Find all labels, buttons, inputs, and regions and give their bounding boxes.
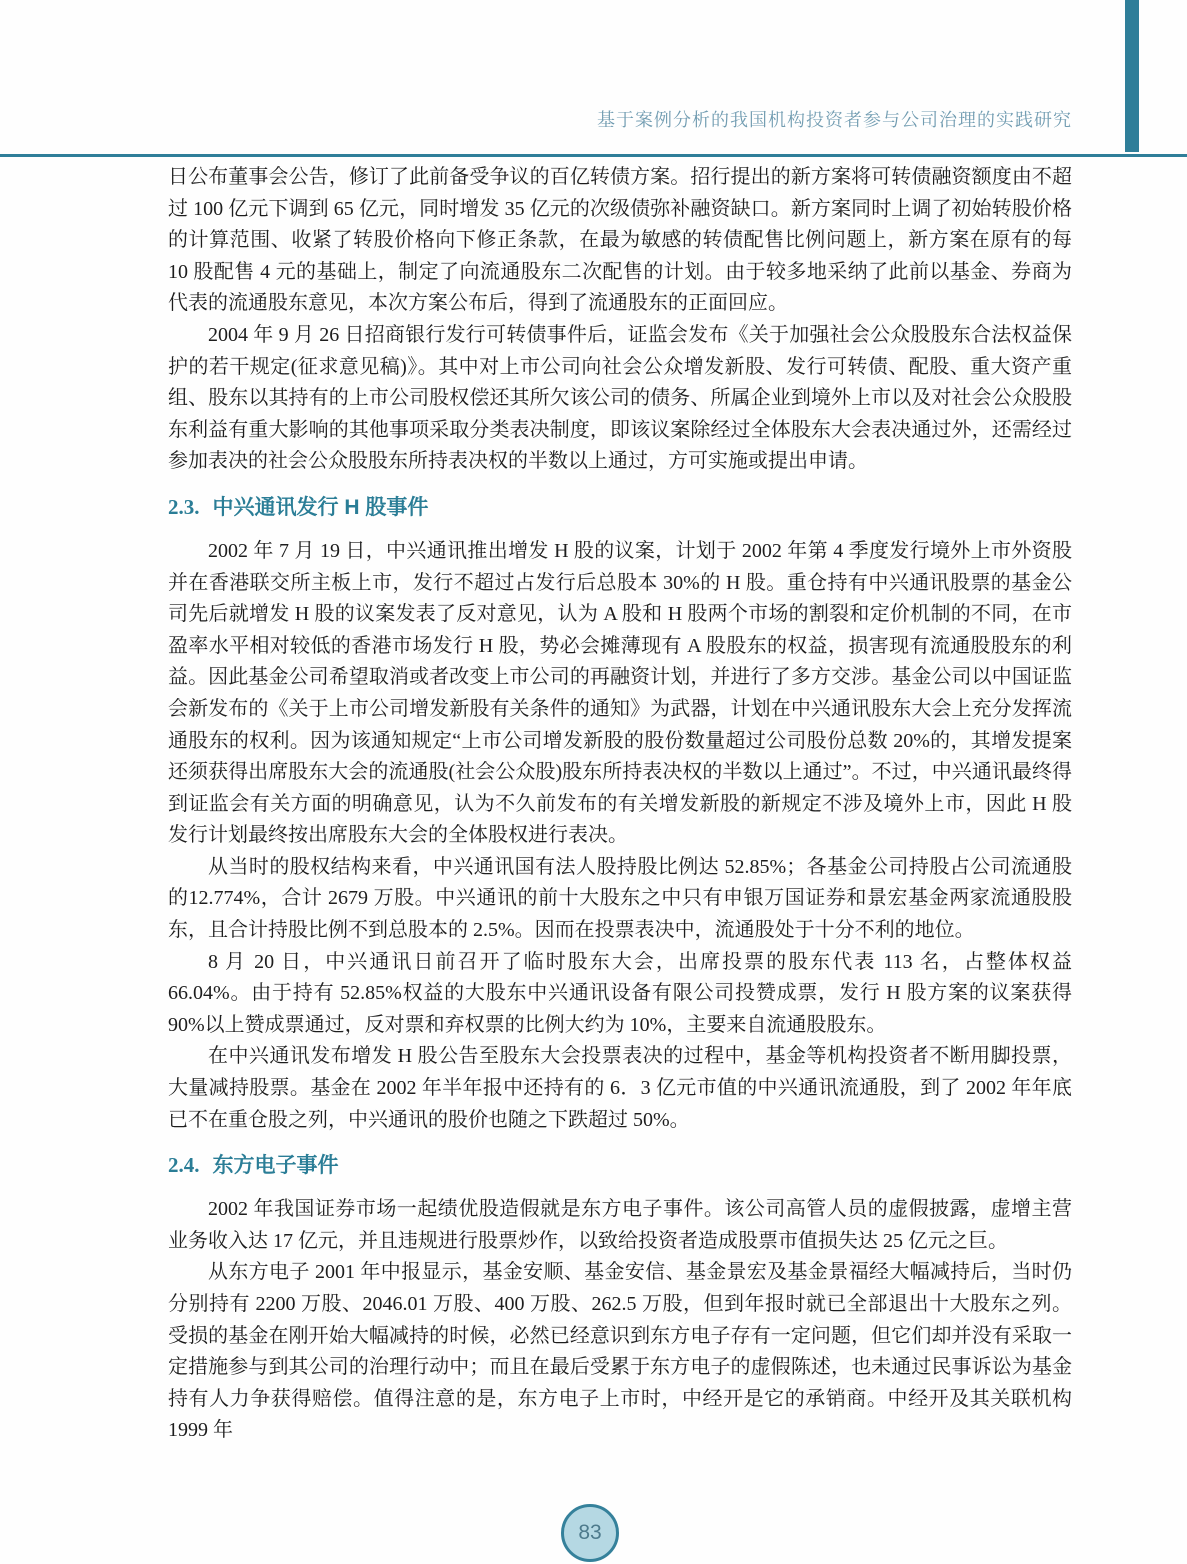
- document-body: [168, 162, 1072, 1447]
- running-title: 基于案例分析的我国机构投资者参与公司治理的实践研究: [597, 110, 1072, 130]
- section-number: 2.3.: [168, 494, 200, 519]
- header-divider-rule: [0, 154, 1187, 157]
- section-heading-2-4: [168, 1150, 1072, 1181]
- paragraph-fund-vote-with-feet: 在中兴通讯发布增发 H 股公告至股东大会投票表决的过程中，基金等机构投资者不断用脚投票，大量减持股票。基金在 2002 年半年报中还持有的 6．3 亿元市值的中兴通讯流通股，到了 2002 年年底已不在重仓股之列，中兴通讯的股价也随之下跌超过 50%。: [168, 1045, 1072, 1131]
- paragraph-dongfang-fraud: 2002 年我国证券市场一起绩优股造假就是东方电子事件。该公司高管人员的虚假披露，虚增主营业务收入达 17 亿元，并且违规进行股票炒作，以致给投资者造成股票市值损失达 25 亿元之巨。: [168, 1198, 1072, 1252]
- paragraph-dongfang-fund-holdings: 从东方电子 2001 年中报显示，基金安顺、基金安信、基金景宏及基金景福经大幅减持后，当时仍分别持有 2200 万股、2046.01 万股、400 万股、262.5 万股，但到年报时就已全部退出十大股东之列。受损的基金在刚开始大幅减持的时候，必然已经意识到东方电子存有一定问题，但它们却并没有采取一定措施参与到其公司的治理行动中；而且在最后受累于东方电子的虚假陈述，也未通过民事诉讼为基金持有人力争获得赔偿。值得注意的是，东方电子上市时，中经开是它的承销商。中经开及其关联机构 1999 年: [168, 1261, 1072, 1442]
- paragraph-zte-shareholder-meeting: 8 月 20 日，中兴通讯日前召开了临时股东大会，出席投票的股东代表 113 名，占整体权益 66.04%。由于持有 52.85%权益的大股东中兴通讯设备有限公司投赞成票，发行 H 股方案的议案获得 90%以上赞成票通过，反对票和弃权票的比例大约为 10%，主要来自流通股股东。: [168, 950, 1072, 1036]
- section-title: 东方电子事件: [212, 1154, 339, 1178]
- paragraph-csrc-regulation: 2004 年 9 月 26 日招商银行发行可转债事件后，证监会发布《关于加强社会公众股股东合法权益保护的若干规定(征求意见稿)》。其中对上市公司向社会公众增发新股、发行可转债、配股、重大资产重组、股东以其持有的上市公司股权偿还其所欠该公司的债务、所属企业到境外上市以及对社会公众股股东利益有重大影响的其他事项采取分类表决制度，即该议案除经过全体股东大会表决通过外，还需经过参加表决的社会公众股股东所持表决权的半数以上通过，方可实施或提出申请。: [168, 323, 1072, 473]
- paragraph-zte-ownership-structure: 从当时的股权结构来看，中兴通讯国有法人股持股比例达 52.85%；各基金公司持股占公司流通股的12.774%，合计 2679 万股。中兴通讯的前十大股东之中只有申银万国证券和景宏基金两家流通股股东，且合计持股比例不到总股本的 2.5%。因而在投票表决中，流通股处于十分不利的地位。: [168, 855, 1072, 942]
- section-number: 2.4.: [168, 1153, 200, 1178]
- page-number: 83: [578, 1521, 602, 1544]
- header-accent-bar: [1125, 0, 1139, 152]
- section-title: 中兴通讯发行 H 股事件: [212, 495, 429, 519]
- paragraph-convertible-bond-plan: 日公布董事会公告，修订了此前备受争议的百亿转债方案。招行提出的新方案将可转债融资额度由不超过 100 亿元下调到 65 亿元，同时增发 35 亿元的次级债弥补融资缺口。新方案同时上调了初始转股价格的计算范围、收紧了转股价格向下修正条款，在最为敏感的转债配售比例问题上，新方案在原有的每 10 股配售 4 元的基础上，制定了向流通股东二次配售的计划。由于较多地采纳了此前以基金、券商为代表的流通股东意见，本次方案公布后，得到了流通股东的正面回应。: [168, 166, 1072, 315]
- page-number-badge: [561, 1504, 619, 1562]
- paragraph-zte-h-share-proposal: 2002 年 7 月 19 日，中兴通讯推出增发 H 股的议案，计划于 2002 年第 4 季度发行境外上市外资股并在香港联交所主板上市，发行不超过占发行后总股本 30%的 H 股。重仓持有中兴通讯股票的基金公司先后就增发 H 股的议案发表了反对意见，认为 A 股和 H 股两个市场的割裂和定价机制的不同，在市盈率水平相对较低的香港市场发行 H 股，势必会摊薄现有 A 股股东的权益，损害现有流通股股东的利益。因此基金公司希望取消或者改变上市公司的再融资计划，并进行了多方交涉。基金公司以中国证监会新发布的《关于上市公司增发新股有关条件的通知》为武器，计划在中兴通讯股东大会上充分发挥流通股东的权利。因为该通知规定“上市公司增发新股的股份数量超过公司股份总数 20%的，其增发提案还须获得出席股东大会的流通股(社会公众股)股东所持表决权的半数以上通过”。不过，中兴通讯最终得到证监会有关方面的明确意见，认为不久前发布的有关增发新股的新规定不涉及境外上市，因此 H 股发行计划最终按出席股东大会的全体股权进行表决。: [168, 539, 1072, 847]
- section-heading-2-3: [168, 492, 1072, 523]
